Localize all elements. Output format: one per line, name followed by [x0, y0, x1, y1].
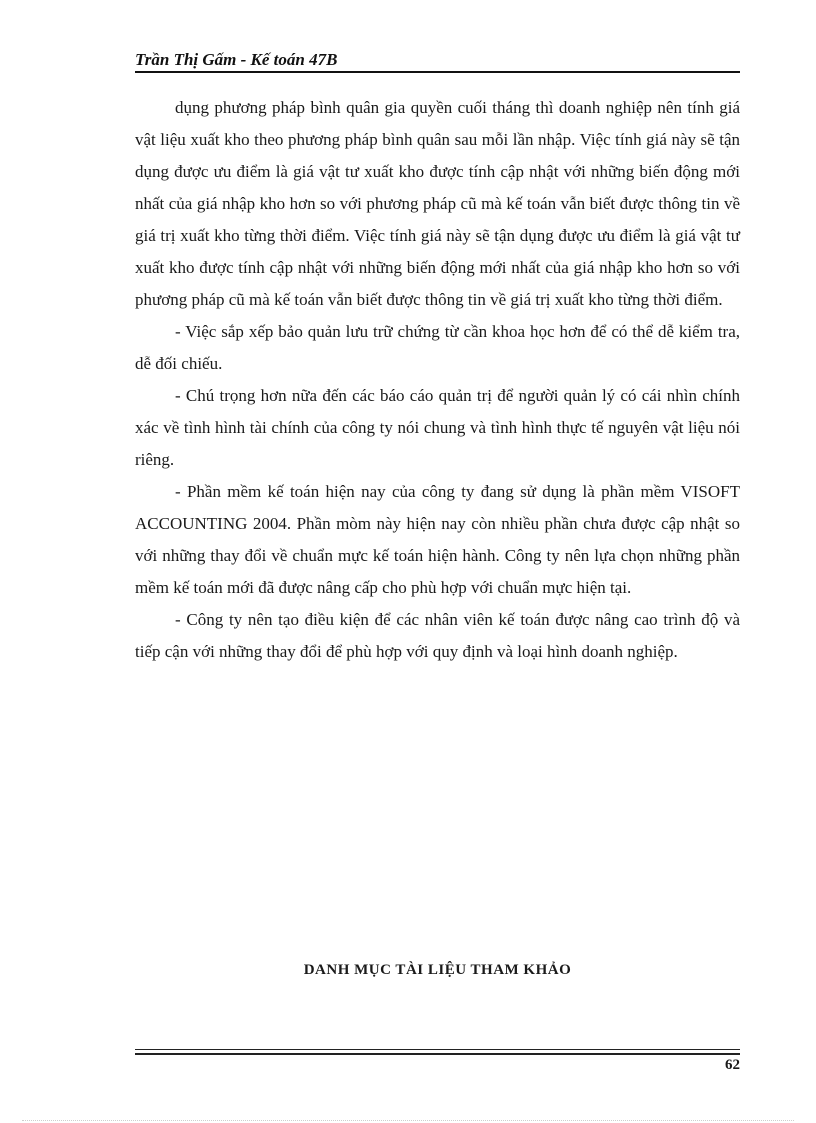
paragraph-management-reports: - Chú trọng hơn nữa đến các báo cáo quản trị để người quản lý có cái nhìn chính xác về tình hình tài chính của công ty nói chung và tình hình thực tế nguyên vật liệu nói riêng.: [135, 386, 740, 469]
body-text: [135, 92, 740, 668]
references-heading: DANH MỤC TÀI LIỆU THAM KHẢO: [303, 962, 572, 978]
footer-divider-thick: [135, 1053, 740, 1055]
page-bottom-edge: [22, 1120, 794, 1121]
paragraph-document-storage: - Việc sắp xếp bảo quản lưu trữ chứng từ cần khoa học hơn để có thể dễ kiểm tra, dễ đối chiếu.: [135, 322, 740, 373]
paragraph-staff-training: - Công ty nên tạo điều kiện để các nhân viên kế toán được nâng cao trình độ và tiếp cận với những thay đổi để phù hợp với quy định và loại hình doanh nghiệp.: [135, 610, 740, 661]
paragraph-continuation: dụng phương pháp bình quân gia quyền cuối tháng thì doanh nghiệp nên tính giá vật liệu xuất kho theo phương pháp bình quân sau mỗi lần nhập. Việc tính giá này sẽ tận dụng được ưu điểm là giá vật tư xuất kho được tính cập nhật với những biến động mới nhất của giá nhập kho hơn so với phương pháp cũ mà kế toán vẫn biết được thông tin về giá trị xuất kho từng thời điểm. Việc tính giá này sẽ tận dụng được ưu điểm là giá vật tư xuất kho được tính cập nhật với những biến động mới nhất của giá nhập kho hơn so với phương pháp cũ mà kế toán vẫn biết được thông tin về giá trị xuất kho từng thời điểm.: [135, 98, 740, 309]
header-divider: [135, 71, 740, 73]
paragraph-accounting-software: - Phần mềm kế toán hiện nay của công ty đang sử dụng là phần mềm VISOFT ACCOUNTING 2004. Phần mòm này hiện nay còn nhiều phần chưa được cập nhật so với những thay đổi về chuẩn mực kế toán hiện hành. Công ty nên lựa chọn những phần mềm kế toán mới đã được nâng cấp cho phù hợp với chuẩn mực hiện tại.: [135, 482, 740, 597]
page-number: 62: [725, 1057, 740, 1073]
footer-divider-thin: [135, 1049, 740, 1050]
header-title: Trần Thị Gấm - Kế toán 47B: [135, 50, 338, 69]
